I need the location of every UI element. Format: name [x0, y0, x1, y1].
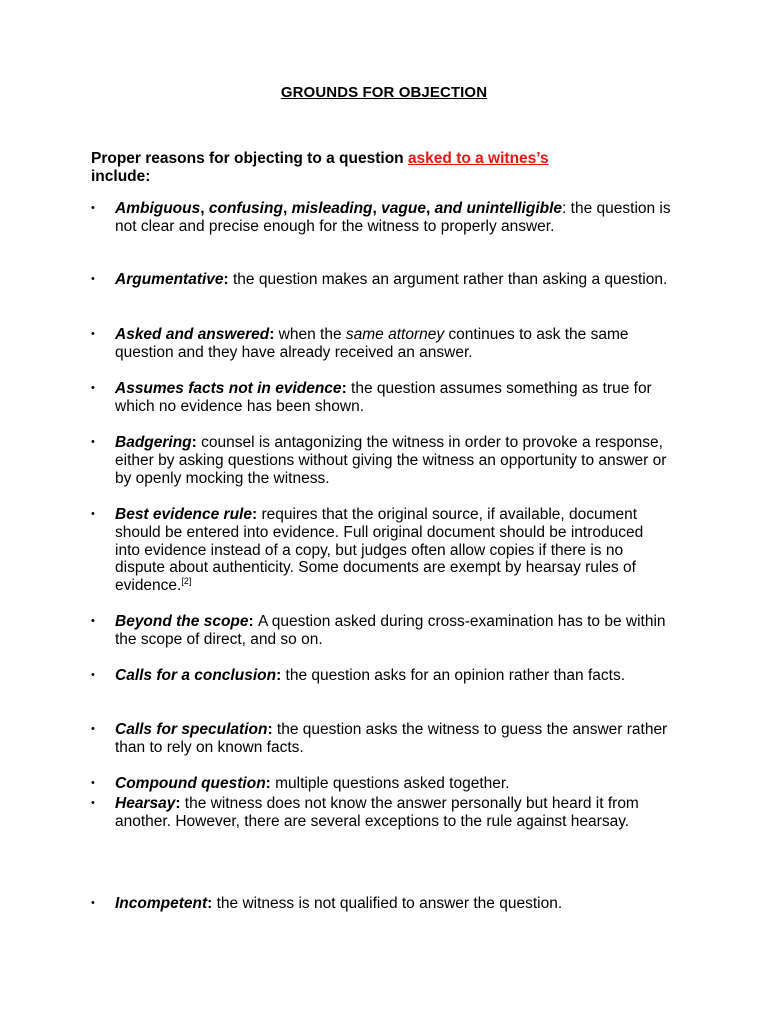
item-emphasis: same attorney	[345, 326, 445, 343]
bullet-icon: •	[91, 615, 95, 627]
item-term: Badgering	[115, 434, 192, 451]
list-item-badgering: • Badgering: counsel is antagonizing the witness in order to provoke a response, either by asking questions without giving the witness an opportunity to answer or by openly mocking the witness.	[91, 434, 667, 487]
item-term: Beyond the scope	[115, 613, 249, 630]
item-description: the question is not clear and precise enough for the witness to properly answer.	[115, 200, 671, 235]
item-term: Calls for speculation	[115, 721, 268, 738]
list-item-assumes-facts: • Assumes facts not in evidence: the question assumes something as true for which no evidence has been shown.	[91, 380, 652, 415]
item-term: Argumentative	[115, 271, 224, 288]
item-description: the question asks the witness to guess the answer rather than to rely on known facts.	[115, 721, 668, 756]
item-term: Compound question	[115, 775, 266, 792]
bullet-icon: •	[91, 382, 95, 394]
bullet-icon: •	[91, 328, 95, 340]
footnote-ref[interactable]: [2]	[181, 576, 192, 587]
item-description: counsel is antagonizing the witness in order to provoke a response, either by asking questions without giving the witness an opportunity to answer or by openly mocking the witness.	[115, 434, 667, 487]
list-item-calls-speculation: • Calls for speculation: the question asks the witness to guess the answer rather than to rely on known facts.	[91, 721, 668, 756]
intro-text-after: include:	[91, 168, 151, 185]
bullet-icon: •	[91, 202, 95, 214]
list-item-compound-question: • Compound question: multiple questions asked together.	[91, 775, 510, 792]
bullet-icon: •	[91, 669, 95, 681]
item-description: the witness is not qualified to answer the question.	[216, 895, 563, 912]
bullet-icon: •	[91, 897, 95, 909]
item-term: Ambiguous	[115, 200, 201, 217]
intro-paragraph	[91, 150, 691, 186]
item-term: Incompetent	[115, 895, 208, 912]
item-term: Best evidence rule	[115, 506, 252, 523]
bullet-icon: •	[91, 508, 95, 520]
bullet-icon: •	[91, 273, 95, 285]
list-item-argumentative: • Argumentative: the question makes an argument rather than asking a question.	[91, 271, 668, 288]
list-item-incompetent: • Incompetent: the witness is not qualified to answer the question.	[91, 895, 563, 912]
item-description: the witness does not know the answer personally but heard it from another. However, there are several exceptions to the rule against hearsay.	[115, 795, 639, 830]
item-term: Assumes facts not in evidence	[115, 380, 342, 397]
item-term: Asked and answered	[115, 326, 270, 343]
item-description: A question asked during cross-examination has to be within the scope of direct, and so on.	[115, 613, 666, 648]
bullet-icon: •	[91, 723, 95, 735]
list-item-ambiguous: • Ambiguous, confusing, misleading, vague, and unintelligible: the question is not clear and precise enough for the witness to properly answer.	[91, 200, 671, 235]
bullet-icon: •	[91, 777, 95, 789]
page-title: GROUNDS FOR OBJECTION	[280, 84, 488, 101]
list-item-asked-and-answered: • Asked and answered: when the same attorney continues to ask the same question and they have already received an answer.	[91, 326, 629, 361]
bullet-icon: •	[91, 436, 95, 448]
intro-text-before: Proper reasons for objecting to a question	[91, 150, 408, 167]
list-item-calls-conclusion: • Calls for a conclusion: the question asks for an opinion rather than facts.	[91, 667, 626, 684]
item-description: the question makes an argument rather than asking a question.	[233, 271, 668, 288]
list-item-hearsay: • Hearsay: the witness does not know the answer personally but heard it from another. However, there are several exceptions to the rule against hearsay.	[91, 795, 639, 830]
item-term: Calls for a conclusion	[115, 667, 277, 684]
item-description: the question asks for an opinion rather than facts.	[285, 667, 626, 684]
list-item-beyond-scope: • Beyond the scope: A question asked during cross-examination has to be within the scope of direct, and so on.	[91, 613, 666, 648]
intro-link[interactable]: asked to a witnes’s	[407, 150, 549, 167]
list-item-best-evidence: • Best evidence rule: requires that the original source, if available, document should be entered into evidence. Full original document should be introduced into evidence instead of a copy, but judges often allow copies if there is no dispute about authenticity. Some documents are exempt by hearsay rules of evidence.[2]	[91, 506, 644, 595]
item-description: multiple questions asked together.	[275, 775, 510, 792]
item-description: the question assumes something as true for which no evidence has been shown.	[115, 380, 652, 415]
bullet-icon: •	[91, 797, 95, 809]
item-term: Hearsay	[115, 795, 176, 812]
item-description: requires that the original source, if available, document should be entered into evidence. Full original document should be introduced into evidence instead of a copy, but judges often allow copies if there is no dispute about authenticity. Some documents are exempt by hearsay rules of evidence.	[115, 506, 644, 595]
